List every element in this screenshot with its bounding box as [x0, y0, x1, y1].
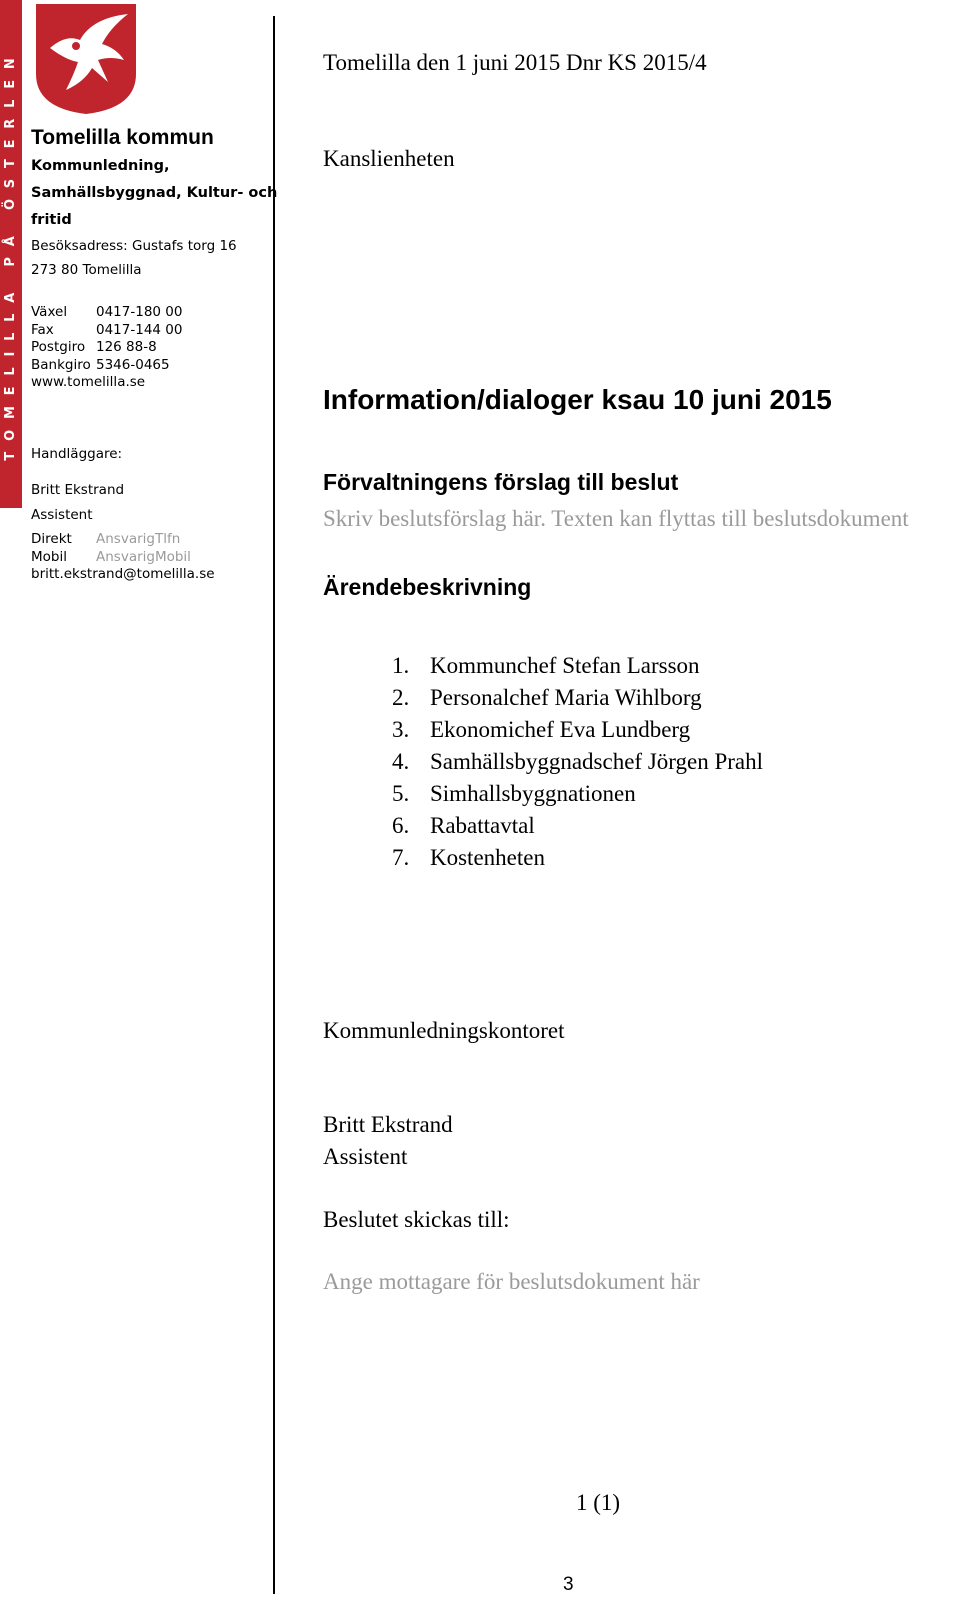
handler-title: Assistent — [31, 507, 93, 523]
dept-line-1: Kommunledning, — [31, 158, 170, 174]
document-title: Information/dialoger ksau 10 juni 2015 — [323, 384, 832, 415]
org-name: Tomelilla kommun — [31, 126, 214, 149]
signer-name: Britt Ekstrand — [323, 1112, 453, 1137]
list-item — [392, 714, 763, 746]
visit-address: Besöksadress: Gustafs torg 16 — [31, 238, 237, 254]
list-item — [392, 746, 763, 778]
list-item-text: Kostenheten — [430, 845, 545, 870]
brand-strip-text: TOMELILLA PÅ ÖSTERLEN — [3, 47, 18, 461]
direct-value: AnsvarigTlfn — [96, 531, 181, 547]
page-number: 3 — [563, 1574, 574, 1595]
mobile-row — [31, 549, 215, 567]
contact-row — [31, 339, 182, 357]
dept-line-3: fritid — [31, 212, 72, 228]
page-of-count: 1 (1) — [576, 1490, 621, 1515]
proposal-placeholder[interactable]: Skriv beslutsförslag här. Texten kan flyttas till beslutsdokument — [323, 506, 909, 531]
contact-value: 0417-144 00 — [96, 321, 183, 338]
proposal-heading: Förvaltningens förslag till beslut — [323, 469, 679, 495]
agenda-list — [392, 650, 763, 874]
contact-block — [31, 304, 182, 392]
list-item — [392, 682, 763, 714]
vertical-divider — [273, 16, 275, 1594]
mobile-label: Mobil — [31, 548, 67, 565]
list-item-number: 2. — [392, 685, 410, 710]
list-item-text: Ekonomichef Eva Lundberg — [430, 717, 691, 742]
contact-label: Postgiro — [31, 339, 86, 355]
contact-value: 0417-180 00 — [96, 304, 183, 320]
list-item — [392, 842, 763, 874]
postal-address: 273 80 Tomelilla — [31, 262, 142, 278]
list-item-text: Simhallsbyggnationen — [430, 781, 636, 806]
contact-value: 126 88-8 — [96, 339, 157, 355]
contact-row — [31, 304, 182, 322]
list-item — [392, 650, 763, 682]
direct-row — [31, 531, 215, 549]
contact-row — [31, 322, 182, 340]
send-to-label: Beslutet skickas till: — [323, 1207, 510, 1232]
date-reference: Tomelilla den 1 juni 2015 Dnr KS 2015/4 — [323, 50, 707, 75]
direct-label: Direkt — [31, 531, 72, 547]
contact-label: Växel — [31, 304, 68, 320]
contact-label: Fax — [31, 321, 54, 338]
list-item-text: Kommunchef Stefan Larsson — [430, 653, 700, 678]
list-item-number: 6. — [392, 813, 410, 838]
coat-of-arms-logo — [36, 4, 136, 116]
handler-name: Britt Ekstrand — [31, 482, 125, 498]
office-name: Kommunledningskontoret — [323, 1018, 565, 1043]
brand-strip — [0, 0, 22, 508]
list-item — [392, 810, 763, 842]
contact-value: 5346-0465 — [96, 356, 170, 373]
recipient-placeholder[interactable]: Ange mottagare för beslutsdokument här — [323, 1269, 700, 1294]
website-link[interactable]: www.tomelilla.se — [31, 374, 146, 390]
list-item-number: 7. — [392, 845, 410, 870]
list-item-number: 1. — [392, 653, 410, 678]
list-item — [392, 778, 763, 810]
list-item-text: Rabattavtal — [430, 813, 535, 838]
email-link[interactable]: britt.ekstrand@tomelilla.se — [31, 566, 215, 582]
list-item-number: 5. — [392, 781, 410, 806]
handler-label: Handläggare: — [31, 446, 123, 462]
handler-contact-block — [31, 531, 215, 584]
contact-label: Bankgiro — [31, 356, 91, 373]
signer-title: Assistent — [323, 1144, 408, 1169]
dept-line-2: Samhällsbyggnad, Kultur- och — [31, 185, 278, 201]
description-heading: Ärendebeskrivning — [323, 574, 532, 600]
list-item-text: Personalchef Maria Wihlborg — [430, 685, 702, 710]
list-item-text: Samhällsbyggnadschef Jörgen Prahl — [430, 749, 764, 774]
contact-row — [31, 357, 182, 375]
unit-name: Kanslienheten — [323, 146, 455, 171]
mobile-value: AnsvarigMobil — [96, 548, 191, 565]
list-item-number: 3. — [392, 717, 410, 742]
list-item-number: 4. — [392, 749, 410, 774]
